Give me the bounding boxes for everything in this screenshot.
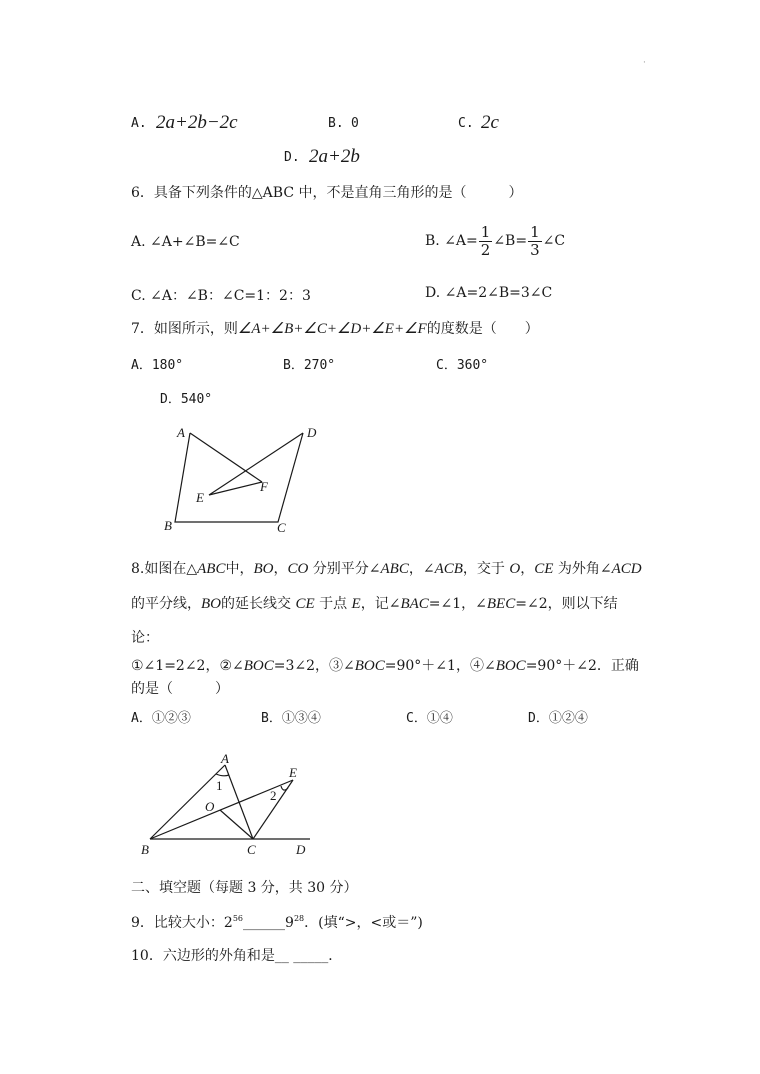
q9-blank: ______9: [243, 915, 294, 931]
q8-var: BOC: [354, 658, 385, 674]
q6-option-d: D. ∠A=2∠B=3∠C: [425, 285, 553, 301]
q8-text: 的延长线交: [221, 596, 296, 612]
q8-label-b: B: [141, 842, 149, 857]
page-corner-mark: ·: [643, 58, 646, 68]
q6-option-c: C. ∠A：∠B：∠C=1：2：3: [131, 288, 311, 304]
q5-option-d-label: D.: [284, 150, 300, 165]
q6-option-b-suffix: ∠C: [542, 233, 566, 249]
q8-figure: [135, 750, 325, 860]
q8-var: BO: [201, 596, 221, 612]
q6-fraction-third: [528, 224, 542, 259]
q8-text: ，交于: [462, 561, 510, 577]
q7-label-a: A: [177, 425, 185, 440]
q7-fig-line-af: [190, 433, 262, 482]
q5-option-a-label: A.: [131, 116, 147, 131]
q8-text: 于点: [314, 596, 352, 612]
q8-line-1: [131, 558, 642, 578]
q8-text: =90°＋∠2．正确: [525, 658, 639, 674]
q9-exp-1: 56: [232, 914, 244, 923]
q8-line-3: 论：: [131, 630, 159, 646]
q8-text: ，∠: [408, 561, 435, 577]
q6-frac2-den: 3: [530, 240, 540, 259]
q8-var: BAC: [400, 596, 429, 612]
q8-text: ①∠1=2∠2，②∠: [131, 658, 244, 674]
q5-option-b-value: 0: [351, 116, 359, 131]
q8-var: O: [509, 561, 521, 577]
q8-option-b: B．①③④: [261, 711, 321, 726]
q8-fig-angle-1-arc: [216, 774, 229, 776]
q8-label-a: A: [221, 751, 229, 766]
q8-text: 8.如图在△: [131, 561, 198, 577]
q8-var: BOC: [495, 658, 526, 674]
q8-text: ，记∠: [360, 596, 401, 612]
q8-label-angle-2: 2: [270, 788, 277, 803]
q8-var: CE: [534, 561, 554, 577]
q8-var: CE: [295, 596, 315, 612]
q7-fig-line-de: [209, 433, 303, 495]
q8-var: E: [351, 596, 361, 612]
q5-option-d-expr: 2a+2b: [309, 146, 360, 167]
q8-line-4: [131, 655, 639, 675]
q7-option-d: D．540°: [160, 392, 213, 407]
q7-option-a: A．180°: [131, 358, 184, 373]
q6-option-b-mid: ∠B=: [493, 233, 528, 249]
q8-label-o: O: [205, 799, 215, 814]
q8-text: 中，: [225, 561, 254, 577]
q8-option-a: A．①②③: [131, 711, 191, 726]
q8-var: BOC: [243, 658, 274, 674]
q5-option-c-label: C.: [458, 116, 474, 131]
q9-suffix: ．(填“>，<或＝”): [304, 915, 423, 931]
q9-exp-2: 28: [293, 914, 305, 923]
q8-text: =∠1，∠: [428, 596, 487, 612]
q9-prefix: 9．比较大小：2: [131, 915, 233, 931]
q8-label-angle-1: 1: [216, 778, 223, 793]
q8-text: =3∠2，③∠: [273, 658, 355, 674]
q7-label-d: D: [307, 425, 317, 440]
q8-line-2: [131, 593, 618, 613]
q6-frac1-num: 1: [480, 222, 491, 241]
q7-label-c: C: [277, 520, 286, 535]
q8-text: =90°＋∠1，④∠: [384, 658, 496, 674]
q7-stem: [131, 318, 539, 338]
q7-label-f: F: [260, 479, 268, 494]
q7-stem-suffix: 的度数是（ ）: [426, 321, 539, 337]
q8-text: 分别平分∠: [308, 561, 381, 577]
q6-fraction-half: [479, 224, 493, 259]
q6-option-a: A. ∠A+∠B=∠C: [131, 234, 240, 250]
q5-option-b-label: B.: [328, 116, 344, 131]
q6-option-b-prefix: B. ∠A=: [425, 233, 478, 249]
q5-option-a-expr: 2a+2b−2c: [156, 112, 238, 133]
q8-var: ACB: [434, 561, 463, 577]
q7-label-e: E: [196, 490, 204, 505]
q8-var: CO: [287, 561, 309, 577]
q7-option-b: B．270°: [283, 358, 336, 373]
q7-label-b: B: [164, 518, 172, 533]
q8-option-c: C．①④: [406, 711, 453, 726]
q5-option-c-expr: 2c: [481, 112, 499, 133]
q8-text: 的平分线，: [131, 596, 201, 612]
q8-var: ABC: [380, 561, 409, 577]
q7-option-c: C．360°: [436, 358, 489, 373]
section-2-heading: 二、填空题（每题 3 分，共 30 分）: [131, 880, 358, 896]
q8-var: BO: [253, 561, 274, 577]
q8-line-5: 的是（ ）: [131, 681, 229, 697]
q9-line: [131, 912, 423, 932]
q8-var: ABC: [197, 561, 226, 577]
q8-text: =∠2，则以下结: [515, 596, 618, 612]
q8-var: BEC: [486, 596, 516, 612]
q8-var: ACD: [611, 561, 642, 577]
q10-line: 10．六边形的外角和是__ _____．: [131, 948, 343, 964]
q8-text: 为外角∠: [553, 561, 612, 577]
q8-label-d: D: [296, 842, 306, 857]
q7-fig-line-ef: [209, 482, 262, 495]
q6-frac2-num: 1: [530, 222, 540, 241]
q7-figure: [155, 420, 345, 540]
q8-text: ，: [273, 561, 288, 577]
q7-stem-prefix: 7．如图所示，则: [131, 321, 238, 337]
q6-frac1-den: 2: [480, 240, 491, 259]
q8-option-d: D．①②④: [528, 711, 588, 726]
q6-option-b: [425, 221, 565, 261]
q6-stem: 6．具备下列条件的△ABC 中，不是直角三角形的是（ ）: [131, 185, 523, 201]
q8-label-c: C: [247, 842, 256, 857]
q8-text: ，: [520, 561, 535, 577]
q8-label-e: E: [289, 765, 297, 780]
q7-stem-expr: ∠A+∠B+∠C+∠D+∠E+∠F: [237, 321, 427, 337]
